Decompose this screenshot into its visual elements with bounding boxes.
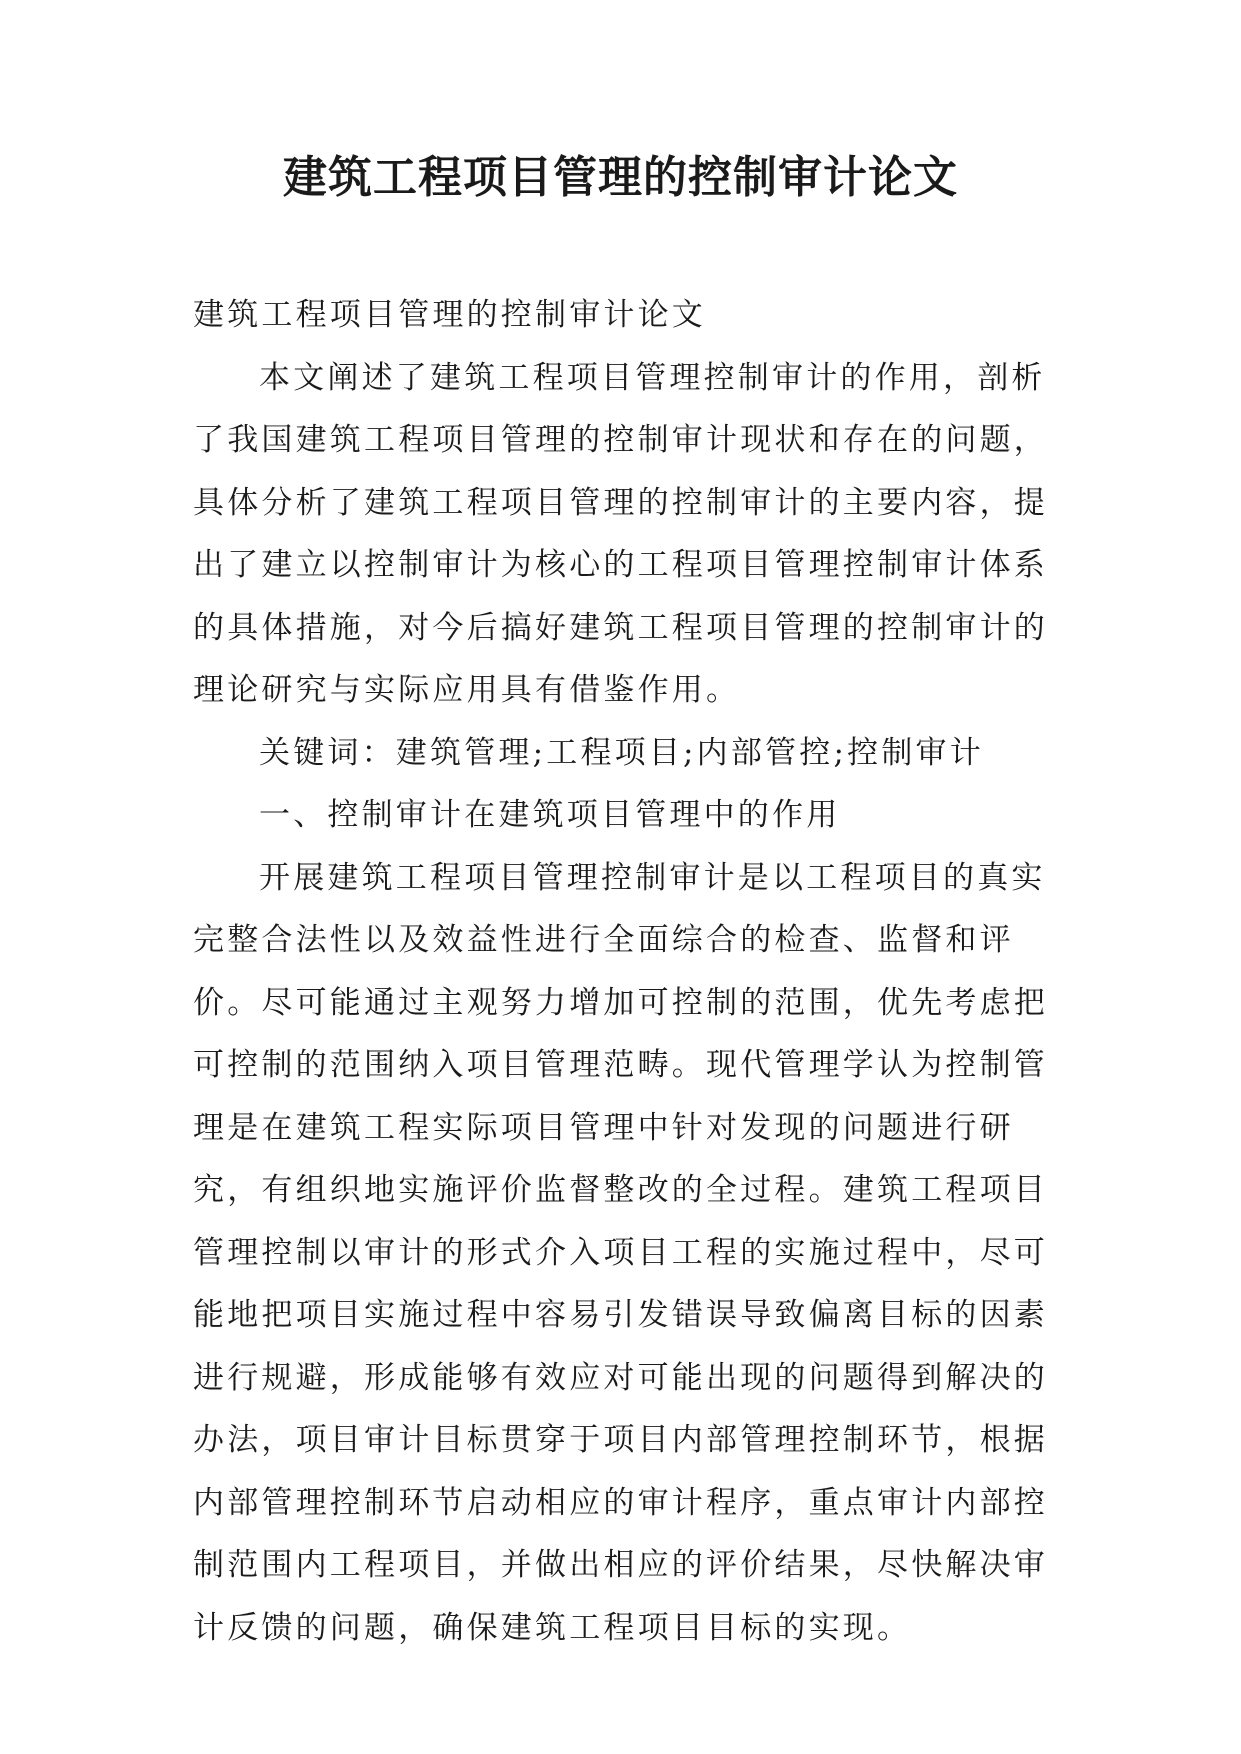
document-body: [193, 284, 1073, 1659]
paragraph-keywords: 关键词：建筑管理;工程项目;内部管控;控制审计: [259, 734, 984, 771]
paragraph-heading-repeat: 建筑工程项目管理的控制审计论文: [193, 297, 706, 333]
paragraph-section-1: 开展建筑工程项目管理控制审计是以工程项目的真实完整合法性以及效益性进行全面综合的检查、监督和评价。尽可能通过主观努力增加可控制的范围，优先考虑把可控制的范围纳入项目管理范畴。现代管理学认为控制管理是在建筑工程实际项目管理中针对发现的问题进行研究，有组织地实施评价监督整改的全过程。建筑工程项目管理控制以审计的形式介入项目工程的实施过程中，尽可能地把项目实施过程中容易引发错误导致偏离目标的因素进行规避，形成能够有效应对可能出现的问题得到解决的办法，项目审计目标贯穿于项目内部管理控制环节，根据内部管理控制环节启动相应的审计程序，重点审计内部控制范围内工程项目，并做出相应的评价结果，尽快解决审计反馈的问题，确保建筑工程项目目标的实现。: [193, 859, 1048, 1646]
document-title: 建筑工程项目管理的控制审计论文: [283, 152, 958, 203]
paragraph-abstract: 本文阐述了建筑工程项目管理控制审计的作用，剖析了我国建筑工程项目管理的控制审计现状和存在的问题，具体分析了建筑工程项目管理的控制审计的主要内容，提出了建立以控制审计为核心的工程项目管理控制审计体系的具体措施，对今后搞好建筑工程项目管理的控制审计的理论研究与实际应用具有借鉴作用。: [193, 359, 1048, 708]
section-heading-1: 一、控制审计在建筑项目管理中的作用: [259, 797, 841, 833]
